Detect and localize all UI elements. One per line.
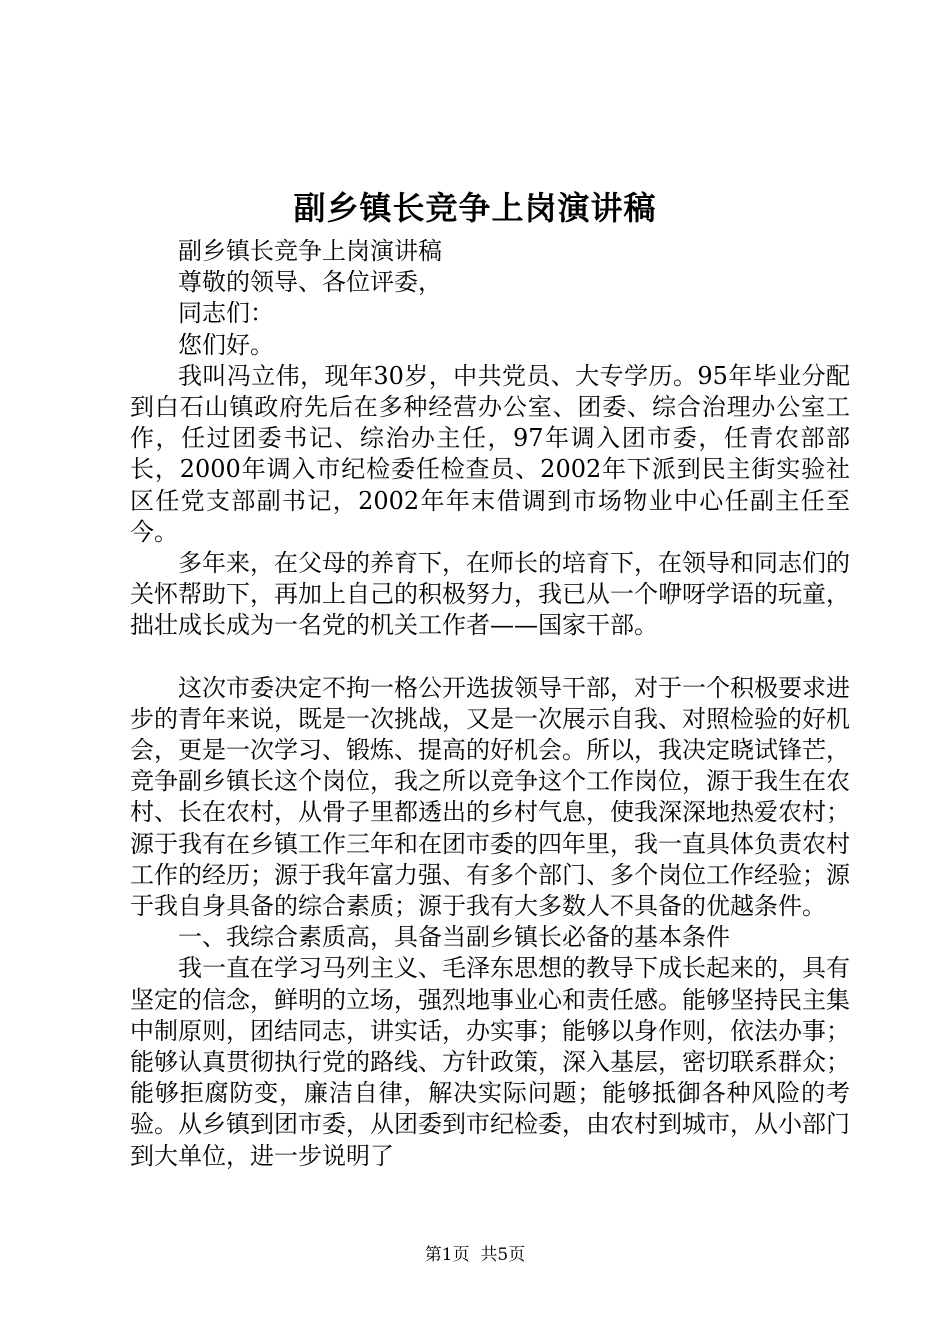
- paragraph-growth: 多年来，在父母的养育下，在师长的培育下，在领导和同志们的关怀帮助下，再加上自己的积极努力，我已从一个咿呀学语的玩童，拙壮成长成为一名党的机关工作者——国家干部。: [130, 549, 850, 640]
- paragraph-self-introduction: 我叫冯立伟，现年30岁，中共党员、大专学历。95年毕业分配到白石山镇政府先后在多种经营办公室、团委、综合治理办公室工作，任过团委书记、综治办主任，97年调入团市委，任青农部部长，2000年调入市纪检委任检查员、2002年下派到民主街实验社区任党支部副书记，2002年年末借调到市场物业中心任副主任至今。: [130, 361, 850, 546]
- paragraph-salutation: 尊敬的领导、各位评委，: [178, 268, 442, 297]
- section-heading-1: 一、我综合素质高，具备当副乡镇长必备的基本条件: [178, 923, 730, 952]
- document-body: [130, 236, 850, 1172]
- paragraph-qualifications: 我一直在学习马列主义、毛泽东思想的教导下成长起来的，具有坚定的信念，鲜明的立场，强烈地事业心和责任感。能够坚持民主集中制原则，团结同志，讲实话，办实事；能够以身作则，依法办事；能够认真贯彻执行党的路线、方针政策，深入基层，密切联系群众；能够拒腐防变，廉洁自律，解决实际问题；能够抵御各种风险的考验。从乡镇到团市委，从团委到市纪检委，由农村到城市，从小部门到大单位，进一步说明了: [130, 954, 850, 1170]
- document-title: 副乡镇长竞争上岗演讲稿: [293, 189, 657, 227]
- page-number-footer: 第1页 共5页: [424, 1245, 526, 1265]
- paragraph-salutation-comrades: 同志们：: [178, 299, 274, 328]
- paragraph-subtitle: 副乡镇长竞争上岗演讲稿: [178, 237, 442, 265]
- paragraph-greeting: 您们好。: [178, 330, 274, 359]
- paragraph-motivation: 这次市委决定不拘一格公开选拔领导干部，对于一个积极要求进步的青年来说，既是一次挑战，又是一次展示自我、对照检验的好机会，更是一次学习、锻炼、提高的好机会。所以，我决定晓试锋芒，竞争副乡镇长这个岗位，我之所以竞争这个工作岗位，源于我生在农村、长在农村，从骨子里都透出的乡村气息，使我深深地热爱农村；源于我有在乡镇工作三年和在团市委的四年里，我一直具体负责农村工作的经历；源于我年富力强、有多个部门、多个岗位工作经验；源于我自身具备的综合素质；源于我有大多数人不具备的优越条件。: [130, 673, 850, 921]
